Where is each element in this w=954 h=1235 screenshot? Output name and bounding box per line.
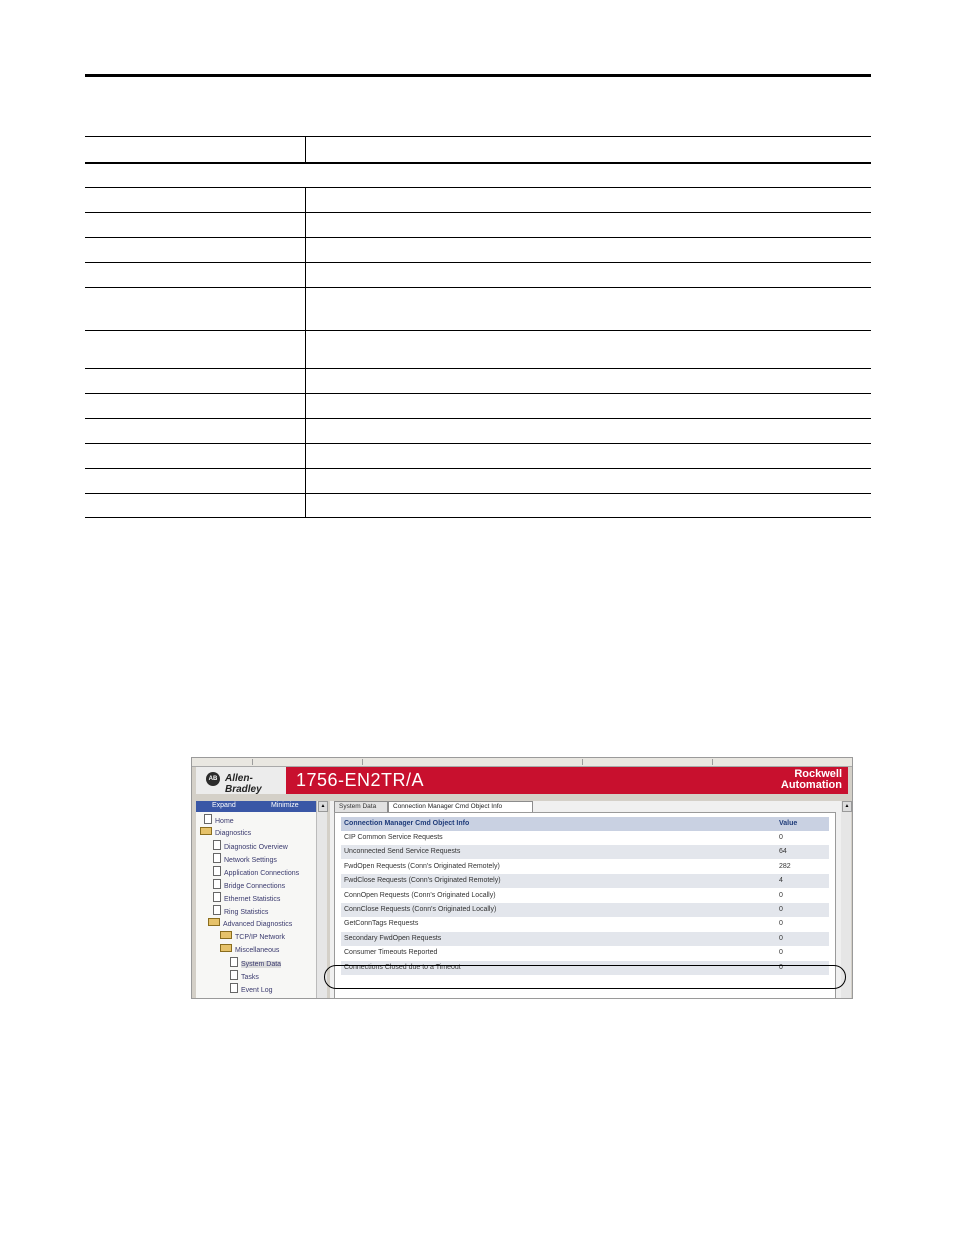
document-icon [213,866,221,876]
tab-system-data[interactable]: System Data [334,801,388,812]
nav-item[interactable] [213,853,277,864]
grid-row [341,917,829,931]
brand-name: Allen-Bradley [225,773,262,795]
grid-row-value: 0 [779,920,783,928]
document-icon [204,814,212,824]
nav-item[interactable] [213,892,280,903]
grid-row [341,860,829,874]
grid-row-value: 0 [779,834,783,841]
table-row [85,394,871,419]
nav-item[interactable] [213,905,268,916]
document-icon [213,892,221,902]
table-row [85,263,871,288]
product-banner [196,767,848,794]
document-icon [213,879,221,889]
table-row [85,163,871,188]
folder-icon [200,827,212,835]
rockwell-automation-logo: Rockwell Automation [780,768,842,791]
browser-toolbar-strip [192,758,852,767]
page-header-rule [85,74,871,77]
nav-item-label: Ethernet Statistics [224,896,281,903]
grid-row [341,831,829,845]
table-row [85,213,871,238]
document-icon [230,957,238,967]
nav-item[interactable] [213,840,288,851]
ab-logo-icon: AB [206,772,220,786]
module-model: 1756-EN2TR/A [296,770,425,790]
grid-row [341,932,829,946]
table-row [85,444,871,469]
grid-row [341,946,829,960]
nav-item-label: Diagnostic Overview [224,844,288,851]
nav-item-label: TCP/IP Network [235,934,286,941]
nav-item-label: Miscellaneous [235,947,280,954]
document-icon [213,905,221,915]
nav-item-label: Application Connections [224,870,300,877]
grid-row-value: 0 [779,906,783,913]
nav-item[interactable] [208,918,292,928]
grid-row-value: 4 [779,877,783,885]
table-row [85,331,871,369]
grid-row [341,845,829,859]
table-row [85,469,871,494]
grid-row [341,874,829,888]
grid-row-name: FwdClose Requests (Conn's Originated Remotely) [344,877,501,885]
grid-row-name: CIP Common Service Requests [344,834,443,841]
grid-row-value: 0 [779,963,783,971]
minimize-button[interactable]: Minimize [271,802,299,809]
nav-item-label: Diagnostics [215,830,252,837]
highlight-callout-oval [324,965,846,989]
table-row [85,419,871,444]
nav-item[interactable] [220,944,279,954]
folder-icon [208,918,220,926]
grid-row-value: 282 [779,862,791,870]
nav-header [196,801,316,812]
nav-item-label: Event Log [241,987,273,994]
table-row [85,188,871,213]
nav-item[interactable] [230,983,273,994]
nav-item-label: Home [215,818,234,825]
grid-header-row: Connection Manager Cmd Object Info Value [341,817,829,831]
folder-icon [220,944,232,952]
table-header-row [85,137,871,163]
table-row [85,369,871,394]
grid-row-name: GetConnTags Requests [344,920,419,928]
document-icon [213,840,221,850]
nav-item[interactable] [230,957,281,968]
navigation-tree-panel [196,801,316,998]
grid-row-value: 0 [779,934,783,942]
table-row [85,238,871,263]
nav-item-label: Bridge Connections [224,883,286,890]
nav-item[interactable] [204,814,234,825]
scroll-up-arrow-icon[interactable]: ▲ [842,801,852,812]
table-row [85,288,871,331]
tab-connection-manager-cmd-object-info[interactable]: Connection Manager Cmd Object Info [388,801,533,812]
grid-row-name: Unconnected Send Service Requests [344,848,461,856]
grid-row [341,889,829,903]
grid-row-name: ConnOpen Requests (Conn's Originated Locally) [344,891,496,899]
nav-item[interactable] [200,827,251,837]
nav-scrollbar[interactable] [316,801,327,998]
nav-item-label: Advanced Diagnostics [223,921,293,928]
folder-icon [220,931,232,939]
nav-item[interactable] [213,866,299,877]
allen-bradley-logo [196,767,286,794]
nav-item[interactable] [220,931,285,941]
grid-row-name: Consumer Timeouts Reported [344,949,438,957]
grid-row-name: ConnClose Requests (Conn's Originated Locally) [344,906,497,913]
nav-item-label: System Data [241,961,282,968]
table-row [85,494,871,518]
web-diagnostics-screenshot [191,757,853,999]
expand-button[interactable]: Expand [212,802,236,809]
grid-row-name: FwdOpen Requests (Conn's Originated Remotely) [344,862,500,870]
grid-row-value: 0 [779,891,783,899]
grid-row [341,903,829,917]
nav-item-label: Ring Statistics [224,909,269,916]
nav-item-label: Tasks [241,974,259,981]
nav-item[interactable] [213,879,285,890]
nav-item-label: Network Settings [224,857,277,864]
scroll-up-arrow-icon[interactable]: ▲ [318,801,328,812]
document-icon [213,853,221,863]
grid-row-value: 0 [779,949,783,957]
grid-row-value: 64 [779,848,787,856]
document-icon [230,983,238,993]
grid-row-name: Secondary FwdOpen Requests [344,934,442,942]
field-description-table [85,136,871,518]
nav-item[interactable] [230,970,259,981]
grid-row-name: Connections Closed due to a Timeout [344,963,461,971]
document-icon [230,970,238,980]
